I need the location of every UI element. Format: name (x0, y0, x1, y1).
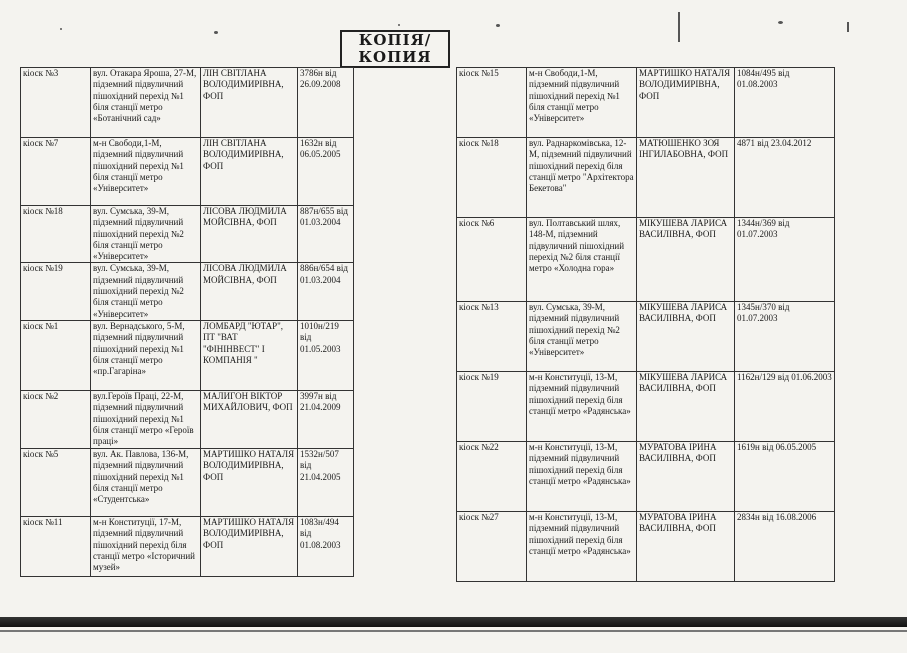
cell-address: вул. Раднаркомівська, 12-М, підземний підвуличний пішохідний перехід біля станції метро "Архітектора Бекетова" (527, 138, 637, 218)
scan-bottom-line (0, 630, 907, 632)
cell-owner: МАЛИГОН ВІКТОР МИХАЙЛОВИЧ, ФОП (201, 390, 298, 448)
cell-contract: 1162н/129 від 01.06.2003 (735, 372, 835, 442)
cell-owner: МАРТИШКО НАТАЛЯ ВОЛОДИМИРІВНА, ФОП (637, 68, 735, 138)
table-row (457, 138, 835, 218)
table-row (457, 512, 835, 582)
table-row (457, 372, 835, 442)
table-row (457, 442, 835, 512)
cell-kiosk: кіоск №19 (21, 263, 91, 320)
cell-address: м-н Конституції, 13-М, підземний підвуличний пішохідний перехід біля станції метро «Радянська» (527, 512, 637, 582)
cell-owner: МІКУШЕВА ЛАРИСА ВАСИЛІВНА, ФОП (637, 372, 735, 442)
cell-contract: 1345н/370 від 01.07.2003 (735, 302, 835, 372)
cell-kiosk: кіоск №2 (21, 390, 91, 448)
kiosk-table-left-body (21, 68, 354, 577)
cell-contract: 1619н від 06.05.2005 (735, 442, 835, 512)
cell-address: вул. Вернадського, 5-М, підземний підвуличний пішохідний перехід №1 біля станції метро «пр.Гагаріна» (91, 320, 201, 390)
kiosk-table-left (20, 67, 354, 577)
scan-speck (214, 31, 218, 34)
scan-speck (60, 28, 62, 30)
cell-contract: 2834н від 16.08.2006 (735, 512, 835, 582)
cell-owner: МІКУШЕВА ЛАРИСА ВАСИЛІВНА, ФОП (637, 302, 735, 372)
cell-contract: 1632н від 06.05.2005 (298, 138, 354, 206)
cell-kiosk: кіоск №18 (21, 206, 91, 263)
table-row (21, 516, 354, 576)
cell-address: вул. Ак. Павлова, 136-М, підземний підвуличний пішохідний перехід №1 біля станції метро «Студентська» (91, 448, 201, 516)
cell-owner: ЛІН СВІТЛАНА ВОЛОДИМИРІВНА, ФОП (201, 68, 298, 138)
kiosk-table-right-body (457, 68, 835, 582)
table-row (457, 302, 835, 372)
cell-kiosk: кіоск №18 (457, 138, 527, 218)
cell-kiosk: кіоск №27 (457, 512, 527, 582)
cell-kiosk: кіоск №22 (457, 442, 527, 512)
cell-address: м-н Свободи,1-М, підземний підвуличний пішохідний перехід №1 біля станції метро «Університет» (91, 138, 201, 206)
cell-address: м-н Конституції, 17-М, підземний підвуличний пішохідний перехід біля станції метро «Історичний музей» (91, 516, 201, 576)
cell-address: м-н Конституції, 13-М, підземний підвуличний пішохідний перехід біля станції метро «Радянська» (527, 442, 637, 512)
cell-contract: 1010н/219 від 01.05.2003 (298, 320, 354, 390)
cell-kiosk: кіоск №1 (21, 320, 91, 390)
stamp-line-2: КОПИЯ (358, 48, 432, 66)
cell-kiosk: кіоск №7 (21, 138, 91, 206)
cell-contract: 3997н від 21.04.2009 (298, 390, 354, 448)
copy-stamp (340, 30, 450, 68)
cell-kiosk: кіоск №6 (457, 218, 527, 302)
scan-speck (398, 24, 400, 26)
cell-address: вул. Сумська, 39-М, підземний підвуличний пішохідний перехід №2 біля станції метро «Університет» (91, 206, 201, 263)
cell-address: вул.Героїв Праці, 22-М, підземний підвуличний пішохідний перехід №1 біля станції метро «Героїв праці» (91, 390, 201, 448)
table-row (457, 218, 835, 302)
cell-owner: ЛОМБАРД "ЮТАР", ПТ "ВАТ "ФІНІНВЕСТ" І КОМПАНІЯ " (201, 320, 298, 390)
cell-kiosk: кіоск №19 (457, 372, 527, 442)
stamp-line-1: КОПІЯ/ (358, 31, 432, 49)
cell-contract: 886н/654 від 01.03.2004 (298, 263, 354, 320)
cell-contract: 1084н/495 від 01.08.2003 (735, 68, 835, 138)
cell-kiosk: кіоск №3 (21, 68, 91, 138)
table-row (21, 68, 354, 138)
table-row (21, 448, 354, 516)
cell-owner: МУРАТОВА ІРИНА ВАСИЛІВНА, ФОП (637, 512, 735, 582)
table-row (21, 138, 354, 206)
table-row (21, 206, 354, 263)
table-row (21, 390, 354, 448)
kiosk-table-right (456, 67, 835, 582)
cell-contract: 887н/655 від 01.03.2004 (298, 206, 354, 263)
scan-speck (496, 24, 500, 27)
cell-contract: 1532н/507 від 21.04.2005 (298, 448, 354, 516)
cell-owner: МІКУШЕВА ЛАРИСА ВАСИЛІВНА, ФОП (637, 218, 735, 302)
cell-contract: 3786н від 26.09.2008 (298, 68, 354, 138)
cell-kiosk: кіоск №5 (21, 448, 91, 516)
cell-address: вул. Сумська, 39-М, підземний підвуличний пішохідний перехід №2 біля станції метро «Університет» (527, 302, 637, 372)
scan-speck (678, 12, 680, 42)
cell-owner: МУРАТОВА ІРИНА ВАСИЛІВНА, ФОП (637, 442, 735, 512)
cell-contract: 1344н/369 від 01.07.2003 (735, 218, 835, 302)
cell-address: м-н Свободи,1-М, підземний підвуличний пішохідний перехід №1 біля станції метро «Університет» (527, 68, 637, 138)
cell-address: вул. Отакара Яроша, 27-М, підземний підвуличний пішохідний перехід №1 біля станції метро «Ботанічний сад» (91, 68, 201, 138)
table-row (21, 263, 354, 320)
cell-kiosk: кіоск №13 (457, 302, 527, 372)
cell-owner: ЛІСОВА ЛЮДМИЛА МОЙСІВНА, ФОП (201, 263, 298, 320)
cell-owner: ЛІН СВІТЛАНА ВОЛОДИМИРІВНА, ФОП (201, 138, 298, 206)
cell-address: вул. Полтавський шлях, 148-М, підземний підвуличний пішохідний перехід №2 біля станції метро «Холодна гора» (527, 218, 637, 302)
cell-contract: 4871 від 23.04.2012 (735, 138, 835, 218)
scan-bottom-edge (0, 617, 907, 627)
cell-contract: 1083н/494 від 01.08.2003 (298, 516, 354, 576)
scan-speck (847, 22, 849, 32)
cell-address: м-н Конституції, 13-М, підземний підвуличний пішохідний перехід біля станції метро «Радянська» (527, 372, 637, 442)
cell-owner: МАТЮШЕНКО ЗОЯ ІНГИЛАБОВНА, ФОП (637, 138, 735, 218)
scan-speck (778, 21, 783, 24)
table-row (21, 320, 354, 390)
cell-kiosk: кіоск №11 (21, 516, 91, 576)
table-row (457, 68, 835, 138)
cell-kiosk: кіоск №15 (457, 68, 527, 138)
cell-owner: МАРТИШКО НАТАЛЯ ВОЛОДИМИРІВНА, ФОП (201, 448, 298, 516)
cell-owner: ЛІСОВА ЛЮДМИЛА МОЙСІВНА, ФОП (201, 206, 298, 263)
cell-address: вул. Сумська, 39-М, підземний підвуличний пішохідний перехід №2 біля станції метро «Університет» (91, 263, 201, 320)
cell-owner: МАРТИШКО НАТАЛЯ ВОЛОДИМИРІВНА, ФОП (201, 516, 298, 576)
